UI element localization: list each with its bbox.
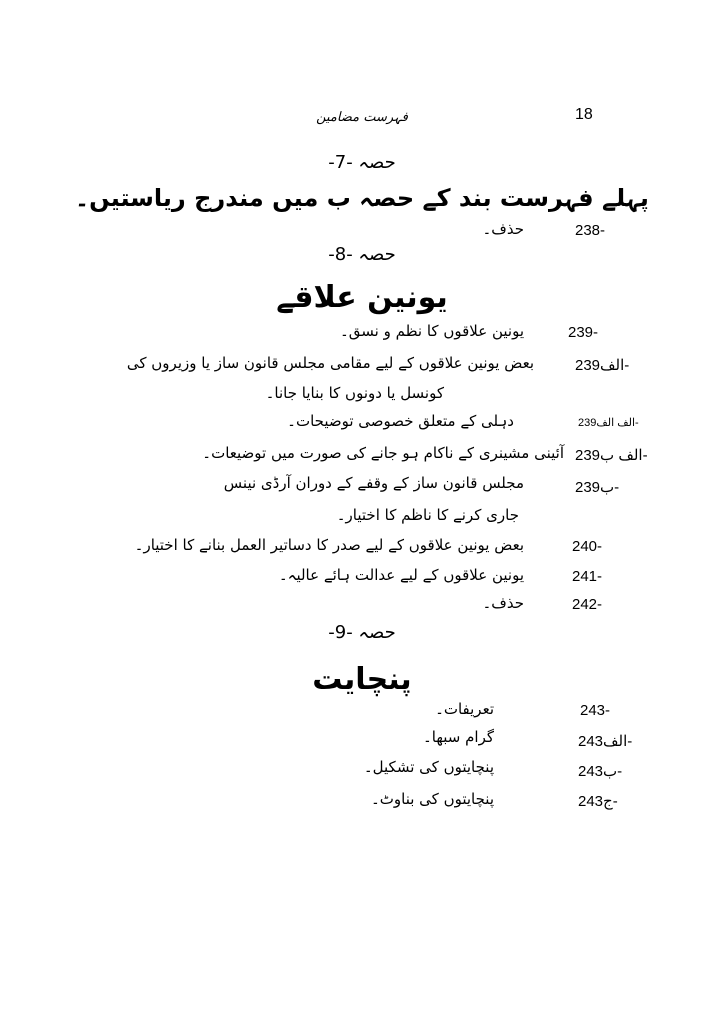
entry-text: یونین علاقوں کا نظم و نسق۔ [340, 322, 524, 340]
entry-text: گرام سبھا۔ [422, 728, 494, 746]
entry-number: 239الف- [575, 357, 630, 374]
entry-number: 243ب- [578, 763, 623, 780]
entry-number: 239- [568, 324, 599, 341]
entry-text: پنچایتوں کی بناوٹ۔ [370, 790, 494, 808]
entry-number: 242- [572, 596, 603, 613]
entry-text: حذف۔ [482, 220, 524, 238]
part-8-title: یونین علاقے [276, 280, 448, 315]
entry-number: 241- [572, 568, 603, 585]
entry-text: دہلی کے متعلق خصوصی توضیحات۔ [287, 412, 514, 430]
part-9-title: پنچایت [312, 662, 412, 697]
entry-text: آئینی مشینری کے ناکام ہو جانے کی صورت میں توضیعات۔ [202, 444, 564, 462]
part-8-label: حصہ -8- [328, 244, 396, 265]
entry-number: 243الف- [578, 733, 633, 750]
entry-number: 239الف الف- [578, 417, 639, 429]
page-number: 18 [575, 106, 593, 123]
entry-text: تعریفات۔ [435, 700, 494, 718]
entry-text: یونین علاقوں کے لیے عدالت ہائے عالیہ۔ [278, 566, 524, 584]
entry-number: 243- [580, 702, 611, 719]
entry-number: 243ج- [578, 793, 618, 810]
running-title: فہرست مضامین [316, 110, 408, 125]
part-9-label: حصہ -9- [328, 622, 396, 643]
entry-number: 240- [572, 538, 603, 555]
entry-text: مجلس قانون ساز کے وقفے کے دوران آرڈی نینس [223, 474, 524, 492]
part-7-title: پہلے فہرست بند کے حصہ ب میں مندرج ریاستیں۔ [75, 184, 649, 212]
entry-text: بعض یونین علاقوں کے لیے مقامی مجلس قانون ساز یا وزیروں کی [126, 354, 534, 372]
entry-number: 238- [575, 222, 606, 239]
entry-number: 239الف ب- [575, 447, 648, 464]
entry-text: پنچایتوں کی تشکیل۔ [363, 758, 494, 776]
entry-text-continued: کونسل یا دونوں کا بنایا جانا۔ [265, 384, 444, 402]
entry-text-continued: جاری کرنے کا ناظم کا اختیار۔ [336, 506, 519, 524]
part-7-label: حصہ -7- [328, 152, 396, 173]
entry-text: حذف۔ [482, 594, 524, 612]
entry-text: بعض یونین علاقوں کے لیے صدر کا دساتیر العمل بنانے کا اختیار۔ [134, 536, 524, 554]
entry-number: 239ب- [575, 479, 620, 496]
